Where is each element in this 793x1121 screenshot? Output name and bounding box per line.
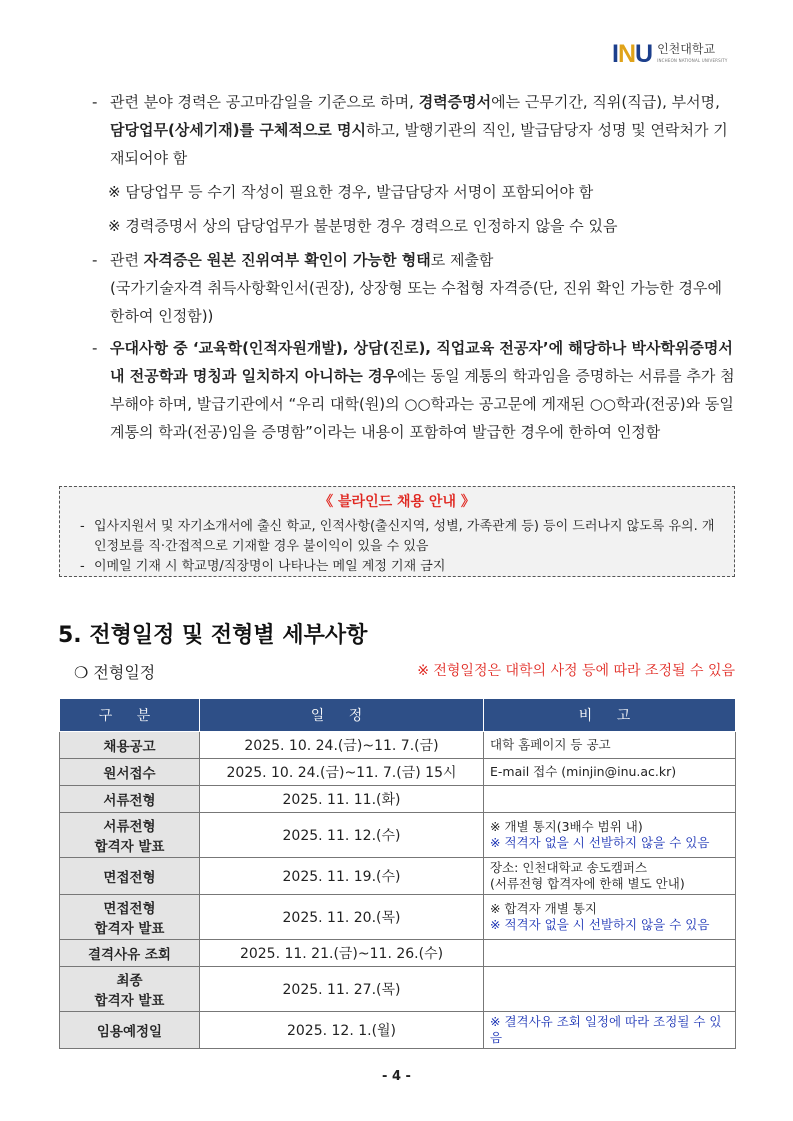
university-logo bbox=[612, 40, 728, 69]
logo-name: 인천대학교 bbox=[657, 41, 716, 56]
table-header-row bbox=[60, 699, 736, 732]
row-label: 원서접수 bbox=[60, 759, 200, 786]
schedule-table bbox=[59, 698, 736, 1049]
logo-subtitle: INCHEON NATIONAL UNIVERSITY bbox=[657, 57, 728, 63]
blind-hiring-box bbox=[59, 486, 735, 577]
table-row bbox=[60, 858, 736, 895]
row-label: 면접전형 bbox=[60, 858, 200, 895]
row-date: 2025. 10. 24.(금)~11. 7.(금) 15시 bbox=[200, 759, 484, 786]
header-remarks: 비 고 bbox=[484, 699, 736, 732]
career-bullet: - 관련 분야 경력은 공고마감일을 기준으로 하며, 경력증명서에는 근무기간, 직위(직급), 부서명, 담당업무(상세기재)를 구체적으로 명시하고, 발행기관의 직인, 발급담당자 성명 및 연락처가 기재되어야 함 bbox=[92, 93, 728, 167]
schedule-subheading: ❍ 전형일정 bbox=[74, 663, 156, 682]
row-remarks bbox=[484, 732, 736, 759]
row-date: 2025. 11. 20.(목) bbox=[200, 895, 484, 940]
row-label: 서류전형 합격자 발표 bbox=[60, 813, 200, 858]
remark-text: 장소: 인천대학교 송도캠퍼스 (서류전형 합격자에 한해 별도 안내) bbox=[490, 860, 685, 891]
table-row bbox=[60, 967, 736, 1012]
preference-bullet: - 우대사항 중 ‘교육학(인적자원개발), 상담(진로), 직업교육 전공자’에 해당하나 박사학위증명서 내 전공학과 명칭과 일치하지 아니하는 경우에는 동일 계통의 학과임을 증명하는 서류를 추가 첨부해야 하며, 발급기관에서 “우리 대학(원)의 ○○학과는 공고문에 게재된 ○○학과(전공)와 동일 계통의 학과(전공)임을 증명함”이라는 내용이 포함하여 발급한 경우에 한하여 인정함 bbox=[92, 339, 735, 441]
row-remarks bbox=[484, 967, 736, 1012]
row-date: 2025. 11. 27.(목) bbox=[200, 967, 484, 1012]
row-date: 2025. 10. 24.(금)~11. 7.(금) bbox=[200, 732, 484, 759]
table-row bbox=[60, 1012, 736, 1049]
remark-text: E-mail 접수 (minjin@inu.ac.kr) bbox=[490, 764, 677, 779]
row-remarks bbox=[484, 759, 736, 786]
row-remarks bbox=[484, 858, 736, 895]
remark-text: ※ 합격자 개별 통지 bbox=[490, 901, 597, 916]
logo-mark: INU bbox=[612, 40, 653, 68]
row-date: 2025. 11. 19.(수) bbox=[200, 858, 484, 895]
table-row bbox=[60, 786, 736, 813]
remark-text: ※ 개별 통지(3배수 범위 내) bbox=[490, 819, 643, 834]
row-label: 최종 합격자 발표 bbox=[60, 967, 200, 1012]
row-label: 임용예정일 bbox=[60, 1012, 200, 1049]
row-remarks bbox=[484, 895, 736, 940]
table-row bbox=[60, 895, 736, 940]
career-note-2: ※ 경력증명서 상의 담당업무가 불분명한 경우 경력으로 인정하지 않을 수 있음 bbox=[108, 217, 618, 235]
row-label: 서류전형 bbox=[60, 786, 200, 813]
schedule-note: ※ 전형일정은 대학의 사정 등에 따라 조정될 수 있음 bbox=[417, 663, 735, 679]
table-row bbox=[60, 813, 736, 858]
row-date: 2025. 11. 11.(화) bbox=[200, 786, 484, 813]
remark-blue-text: ※ 결격사유 조회 일정에 따라 조정될 수 있음 bbox=[490, 1014, 722, 1045]
certificate-bullet: - 관련 자격증은 원본 진위여부 확인이 가능한 형태로 제출함 (국가기술자격 취득사항확인서(권장), 상장형 또는 수첩형 자격증(단, 진위 확인 가능한 경우에 한하여 인정함)) bbox=[92, 251, 722, 325]
remark-text: 대학 홈페이지 등 공고 bbox=[490, 737, 611, 752]
blind-item: - 입사지원서 및 자기소개서에 출신 학교, 인적사항(출신지역, 성별, 가족관계 등) 등이 드러나지 않도록 유의. 개인정보를 직·간접적으로 기재할 경우 불이익이 있을 수 있음 bbox=[80, 519, 715, 554]
requirements-list bbox=[92, 88, 737, 446]
row-label: 면접전형 합격자 발표 bbox=[60, 895, 200, 940]
blind-item: - 이메일 기재 시 학교명/직장명이 나타나는 메일 계정 기재 금지 bbox=[80, 559, 446, 574]
table-row bbox=[60, 732, 736, 759]
row-date: 2025. 11. 12.(수) bbox=[200, 813, 484, 858]
blind-hiring-title: 《 블라인드 채용 안내 》 bbox=[319, 494, 475, 510]
row-remarks bbox=[484, 1012, 736, 1049]
row-label: 채용공고 bbox=[60, 732, 200, 759]
row-remarks bbox=[484, 940, 736, 967]
remark-blue-text: ※ 적격자 없을 시 선발하지 않을 수 있음 bbox=[490, 835, 710, 850]
page-number: - 4 - bbox=[382, 1069, 411, 1084]
row-label: 결격사유 조회 bbox=[60, 940, 200, 967]
header-category: 구 분 bbox=[60, 699, 200, 732]
row-date: 2025. 12. 1.(월) bbox=[200, 1012, 484, 1049]
header-schedule: 일 정 bbox=[200, 699, 484, 732]
table-row bbox=[60, 759, 736, 786]
career-note-1: ※ 담당업무 등 수기 작성이 필요한 경우, 발급담당자 서명이 포함되어야 함 bbox=[108, 183, 594, 201]
section-title: 5. 전형일정 및 전형별 세부사항 bbox=[58, 623, 368, 648]
table-row bbox=[60, 940, 736, 967]
remark-blue-text: ※ 적격자 없을 시 선발하지 않을 수 있음 bbox=[490, 917, 710, 932]
row-remarks bbox=[484, 786, 736, 813]
row-date: 2025. 11. 21.(금)~11. 26.(수) bbox=[200, 940, 484, 967]
row-remarks bbox=[484, 813, 736, 858]
